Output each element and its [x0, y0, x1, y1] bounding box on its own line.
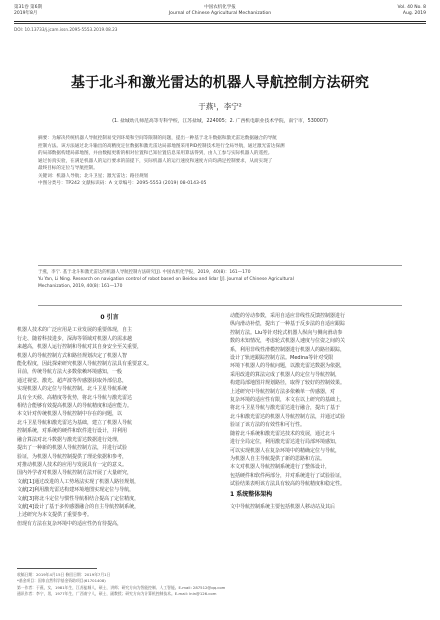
body-line: 提出了一种新的机器人导航控制方法，并进行试验 — [17, 445, 128, 452]
body-line: 北斗和激光雷达的机器人导航控制方法，并通过试验 — [230, 413, 346, 420]
body-line: 本文对机器人导航控制系统进行了整体设计， — [230, 464, 331, 471]
header-date-en: Aug. 2019 — [402, 10, 426, 16]
abstract-line: 的局部数据构建局部地图，并由数据更新的相对位置和已知位置信息采用算法得到，由人工参与实际机器人的遥控。 — [38, 151, 273, 156]
right-column — [230, 312, 415, 511]
body-line: 上述研究为本文提供了重要参考。 — [17, 512, 93, 519]
body-line: 验证了该方法的有效性和可行性。 — [230, 422, 306, 429]
body-line: 上述研究中导航控制方法多依赖单一传感器，对 — [230, 388, 336, 395]
classification: 中图分类号：TP242 文献标识码：A 文章编号：2095-5553 (2019) 08-0143-05 — [38, 181, 207, 186]
header-rule-thin — [14, 23, 426, 24]
abstract — [38, 135, 402, 188]
footnotes — [17, 572, 226, 598]
paper-title: 基于北斗和激光雷达的机器人导航控制方法研究 — [70, 75, 370, 91]
section-heading-architecture: 1 系统整体架构 — [230, 490, 273, 498]
doi[interactable]: DOI: 10.13733/j.jcam.issn.2095-5553.2019.08.23 — [14, 27, 118, 32]
body-line: 通过视觉、激光、超声波等传感器获取外部信息， — [17, 377, 128, 384]
footnote-dates: 收稿日期：2019年4月15日 修回日期：2019年7月1日 — [17, 572, 111, 577]
body-line: 控制方法。Liu等针对轮式机器人纵向与侧向滑动参 — [230, 329, 343, 336]
body-line: 控制系统，对系统的硬件和软件进行设计，并利用 — [17, 428, 128, 435]
body-line: 融合算法对北斗数据与激光雷达数据进行处理， — [17, 436, 123, 443]
body-line: 具有全天候、高精度等优势，将北斗导航与激光雷达 — [17, 394, 133, 401]
abstract-line: 控制方法。该方法通过北斗输出的高精度定位数据和激光雷达局部地图采用PID控制技术进行全局导航，通过激光雷达探测 — [38, 143, 285, 149]
body-line: 为机器人自主导航提供了新的思路和方法。 — [230, 455, 326, 462]
body-line: 采用改进的算法完成了机器人的定位与导航控制， — [230, 371, 341, 378]
header-issue-en — [397, 5, 426, 16]
body-line: 进行全局定位，利用激光雷达进行局部环境感知， — [230, 439, 341, 446]
body-line: 国内外学者对机器人导航控制方法开展了大量研究， — [17, 470, 133, 477]
body-line: 可以实现机器人在复杂环境中的精确定位与导航， — [230, 447, 341, 454]
body-line: 文献[3]将北斗定位与惯性导航相结合提高了定位精度， — [17, 495, 140, 502]
header-rule — [14, 21, 426, 22]
body-line: 试验结果表明该方法具有较高的导航精度和稳定性。 — [230, 481, 346, 488]
citation-en: Yu Yan, Li Ning. Research on navigation control of robot based on Beidou and lidar [J]. Journal of Chinese Agricultural — [38, 277, 294, 282]
footnote-rule — [17, 568, 97, 569]
body-line: 机器人的导航控制方式和路径规划决定了机器人智 — [17, 352, 128, 359]
abstract-line: 通过仿真实验，在满足机器人的运行要求的前提下，实际机器人的运行速度和速度方向均满足控制要求，从而实现了 — [38, 158, 273, 164]
header-journal-en: Journal of Chinese Agricultural Mechanization — [168, 10, 272, 16]
header-volume: 第31卷 第6期 — [14, 5, 43, 10]
body-line: 将北斗卫星导航与激光雷达进行融合，提出了基于 — [230, 405, 341, 412]
body-line: 文献[2]利用激光雷达构建环境地图实现定位与导航， — [17, 487, 135, 494]
body-line: 纵向滑动补偿，提出了一种基于反步法的自适应跟踪 — [230, 321, 346, 328]
body-line: 构建局部地图并规划路径，取得了较好的控制效果。 — [230, 380, 346, 387]
paper-affiliation: (1. 盐城幼儿师范高等专科学校，江苏盐城，224005；2. 广西机电职业技术学院，南宁市，530007) — [112, 119, 328, 124]
footnote-corresponding-author: 通讯作者：李宁，男，1977年生，广西南宁人，硕士，副教授；研究方向为计算机控制技术。E-mail: lnin@126.com — [17, 591, 217, 597]
footnote-first-author: 第一作者：于燕，女，1981年生，江苏盐城人，硕士，讲师；研究方向为智能控制、人工智能。E-mail: 287512@qq.com — [17, 584, 226, 590]
body-line: 行走、随着科技进步，深海等领域对机器人的需求越 — [17, 335, 133, 342]
body-line: 随着北斗系统和激光雷达技术的发展，通过北斗 — [230, 430, 336, 437]
body-line: 能化程度，因此探索研究机器人导航控制方法具有重要意义。 — [17, 361, 153, 368]
body-line: 环境下机器人的导航问题，以激光雷达数据为依据， — [230, 363, 346, 370]
body-line: 对推动机器人技术的应用与发展具有一定的意义。 — [17, 461, 128, 468]
header-journal — [14, 5, 426, 16]
body-line: 文中导航控制系统主要包括机器人移动站及其后 — [230, 503, 336, 510]
body-line: 文献[4]设计了基于多传感器融合的自主导航控制系统， — [17, 503, 140, 510]
footnote-fund: *基金项目：国家自然科学基金资助项目(61701408) — [17, 578, 106, 584]
citation-en-cont: Mechanization, 2019, 40(8): 161—170 — [38, 284, 123, 289]
body-line: 文献[1]通过改进的人工势场法实现了机器人路径规划， — [17, 478, 140, 485]
section-heading-intro: 0 引言 — [100, 314, 119, 321]
body-line: 设计了轨迹跟踪控制方法。Medina等针对受限 — [230, 355, 334, 362]
body-line: 实现机器人的定位与导航控制。北斗卫星导航系统 — [17, 386, 128, 393]
header-volume-en: Vol. 40 No. 8 — [397, 5, 426, 10]
body-line: 动能的劳动参数，采用自适应非线性反馈控制器进行 — [230, 313, 346, 319]
body-line: 复杂环境的适应性有限，本文在以上研究的基础上， — [230, 397, 346, 404]
body-line: 来越高，机器人运行控制和导航对其自身安全至关重要， — [17, 344, 143, 351]
keywords: 关键词：机器人导航；北斗卫星；激光雷达；路径规划 — [38, 173, 149, 179]
header-date: 2019年8月 — [14, 10, 38, 16]
body-line: 目前，传统导航方法大多数依赖环境感知，一般 — [17, 369, 123, 376]
body-line: 系，利用非线性滑模控制器进行机器人的路径跟踪， — [230, 346, 346, 353]
body-line: 本文针对传统机器人导航控制中存在的问题，以 — [17, 411, 123, 418]
body-line: 但现有方法在复杂环境中的适应性仍有待提高， — [17, 520, 123, 527]
abstract-line: 最终目标的定位与导航控制。 — [38, 166, 98, 171]
paper-authors: 于燕¹，李宁² — [198, 102, 242, 111]
abstract-line: 摘要：为解决传统机器人导航控制易受到环境和空间等限制的问题，提出一种基于北斗数据和激光雷达数据融合的导航 — [38, 136, 277, 141]
citation-cn: 于燕，李宁. 基于北斗和激光雷达的机器人导航控制方法研究[J]. 中国农机化学报，2019，40(8)：161—170 — [38, 270, 251, 275]
body-line: 机器人技术的广泛应用是工业发展的重要体现，自主 — [17, 327, 133, 334]
body-line: 验证，为机器人导航控制提供了理论依据和参考， — [17, 453, 128, 460]
body-line: 北斗卫星导航和激光雷达为基础，建立了机器人导航 — [17, 419, 133, 426]
citation-box — [38, 265, 402, 306]
body-line: 相结合能够有效提高机器人的导航精度和适应能力。 — [17, 403, 133, 410]
running-header — [14, 4, 426, 22]
body-line: 包括硬件和软件两部分，并对系统进行了试验验证， — [230, 472, 346, 479]
header-journal-cn: 中国农机化学报 — [204, 5, 236, 10]
body-line: 数的未知情况，考虑轮式机器人速度与位姿之间的关 — [230, 338, 346, 345]
left-column — [17, 312, 202, 528]
